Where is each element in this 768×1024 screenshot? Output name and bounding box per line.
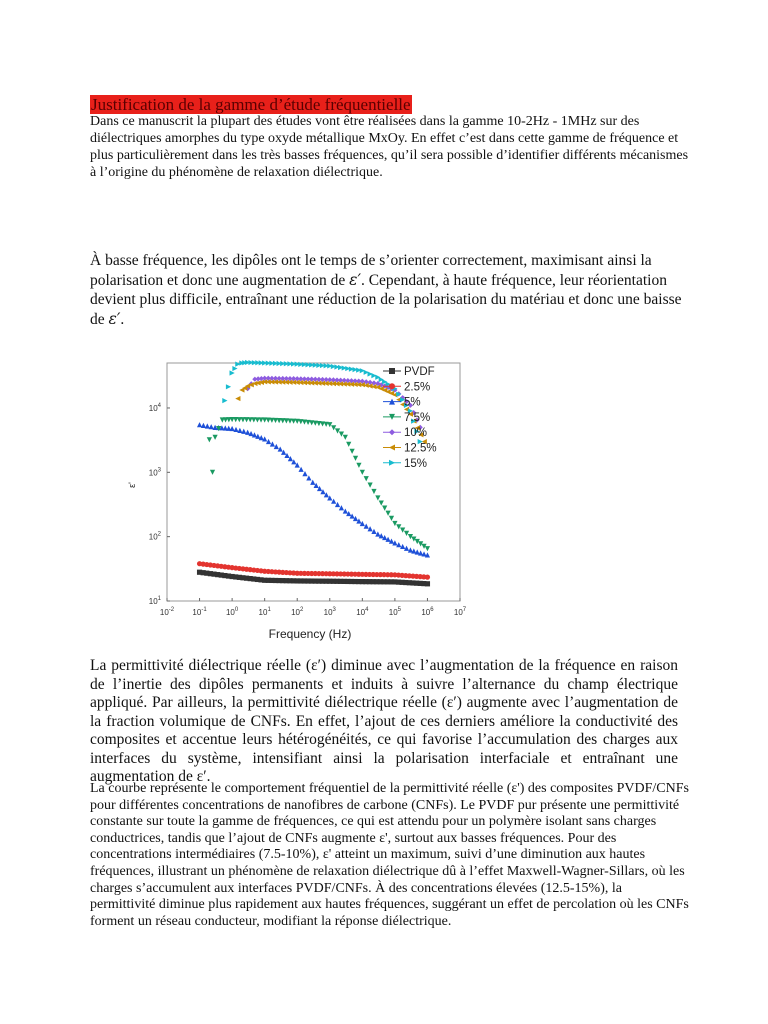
data-point	[400, 527, 405, 532]
legend-label: 7.5%	[404, 411, 431, 424]
data-point	[197, 422, 202, 427]
data-point	[371, 489, 376, 494]
data-point	[350, 449, 355, 454]
x-tick-label: $10^4$	[356, 607, 369, 617]
data-point	[205, 423, 210, 428]
data-point	[235, 396, 240, 401]
legend-marker	[389, 368, 395, 374]
data-point	[226, 384, 231, 389]
data-point	[335, 502, 340, 507]
data-point	[241, 429, 246, 434]
legend-label: 10%	[404, 427, 428, 440]
data-point	[364, 524, 369, 529]
x-tick-label: $10^7$	[453, 607, 467, 617]
data-point	[371, 529, 376, 534]
legend-marker	[389, 460, 395, 466]
intro-paragraph: Dans ce manuscrit la plupart des études vont être réalisées dans la gamme 10-2Hz - 1MHz sur des diélectriques amorphes du type oxyde métallique MxOy. En effet c’est dans cette gamme de fréquence et plus particulièrement dans les très basses fréquences, qu’il sera possible d’identifier différents mécanismes à l’origine du phénomène de relaxation diélectrique.	[90, 114, 689, 180]
y-tick-label: $10^1$	[148, 596, 161, 606]
data-point	[425, 581, 430, 586]
chart-series	[197, 360, 430, 587]
x-tick-label: $10^5$	[388, 607, 402, 617]
data-point	[385, 511, 390, 516]
x-tick-label: $10^2$	[291, 607, 304, 617]
legend-label: 15%	[404, 457, 428, 470]
legend-marker	[389, 383, 395, 389]
x-tick-label: $10^{-1}$	[192, 607, 207, 617]
data-point	[425, 546, 430, 551]
series-7.5%	[207, 417, 430, 551]
data-point	[356, 463, 361, 468]
data-point	[396, 524, 401, 529]
legend-label: 2.5%	[404, 381, 431, 394]
x-tick-label: $10^1$	[258, 607, 271, 617]
epsilon-symbol: ε′	[349, 270, 361, 289]
data-point	[425, 575, 430, 580]
data-point	[343, 435, 348, 440]
legend-label: 12.5%	[404, 442, 437, 455]
data-point	[237, 428, 242, 433]
data-point	[327, 422, 332, 427]
data-point	[233, 427, 238, 432]
x-tick-label: $10^{-2}$	[159, 607, 175, 617]
section-heading: Justification de la gamme d’étude fréquentielle	[91, 95, 411, 114]
y-axis-label: ε'	[127, 482, 137, 488]
curve-description-paragraph: La courbe représente le comportement fréquentiel de la permittivité réelle (ε') des composites PVDF/CNFs pour différentes concentrations de nanofibres de carbone (CNFs). Le PVDF pur présente une permittivité constante sur toute la gamme de fréquences, ce qui est attendu pour un polymère isolant sans charges conductrices, tandis que l’ajout de CNFs augmente ε', surtout aux basses fréquences. Pour des concentrations intermédiaires (7.5-10%), ε' atteint un maximum, suivi d’une diminution aux hautes fréquences, illustrant un phénomène de relaxation diélectrique dû à l’effet Maxwell-Wagner-Sillars, où les charges s’accumulent aux interfaces PVDF/CNFs. À des concentrations élevées (12.5-15%), la permittivité diminue plus rapidement aux hautes fréquences, suggérant un effet de percolation où les CNFs forment un réseau conducteur, modifiant la réponse diélectrique.	[90, 781, 689, 929]
y-tick-label: $10^4$	[148, 402, 161, 413]
data-point	[339, 505, 344, 510]
permittivity-chart	[125, 355, 470, 645]
legend-marker	[389, 429, 395, 435]
data-point	[353, 456, 358, 461]
data-point	[230, 370, 235, 375]
data-point	[245, 430, 250, 435]
series-12.5%	[235, 379, 427, 444]
y-tick-label: $10^2$	[148, 531, 161, 542]
data-point	[212, 435, 217, 440]
data-point	[360, 470, 365, 475]
data-point	[404, 531, 409, 536]
data-point	[232, 366, 237, 371]
data-point	[230, 426, 235, 431]
data-point	[375, 531, 380, 536]
legend-label: PVDF	[404, 366, 435, 378]
permittivity-paragraph: La permittivité diélectrique réelle (ε′) diminue avec l’augmentation de la fréquence en raison de l’inertie des dipôles permanents et induits à suivre l’alternance du champ électrique appliqué. Par ailleurs, la permittivité diélectrique réelle (ε′) augmente avec l’augmentation de la fraction volumique de CNFs. En effet, l’ajout de ces derniers améliore la conductivité des composites et accentue leurs hétérogénéités, ce qui favorise l’accumulation des charges aux interfaces du système, intensifiant ainsi la polarisation interfaciale et entraînant une augmentation de ε′.	[90, 657, 678, 785]
x-tick-label: $10^0$	[225, 607, 239, 617]
data-point	[364, 476, 369, 481]
data-point	[210, 470, 215, 475]
y-tick-label: $10^3$	[148, 467, 161, 478]
data-point	[339, 432, 344, 437]
data-point	[346, 442, 351, 447]
series-5%	[197, 422, 430, 557]
low-freq-text-3: .	[120, 310, 125, 328]
x-tick-label: $10^3$	[323, 607, 336, 617]
low-freq-text-2: . Cependant, à haute fréquence, leur réorientation devient plus difficile, entraînant une réduction de la polarisation du matériau et donc une baisse de	[90, 271, 682, 328]
data-point	[331, 425, 336, 430]
data-point	[209, 424, 214, 429]
low-frequency-paragraph	[90, 251, 685, 329]
data-point	[389, 516, 394, 521]
data-point	[331, 499, 336, 504]
legend-marker	[389, 445, 395, 451]
legend	[383, 366, 437, 470]
x-axis-label: Frequency (Hz)	[268, 627, 352, 641]
x-tick-label: $10^6$	[421, 607, 434, 617]
data-point	[201, 423, 206, 428]
data-point	[392, 521, 397, 526]
data-point	[343, 508, 348, 513]
data-point	[367, 483, 372, 488]
data-point	[382, 506, 387, 511]
low-freq-text-1: À basse fréquence, les dipôles ont le temps de s’orienter correctement, maximisant ainsi la polarisation et donc une augmentation de	[90, 252, 652, 289]
data-point	[335, 428, 340, 433]
epsilon-symbol: ε′	[108, 309, 121, 328]
data-point	[222, 398, 227, 403]
data-point	[367, 526, 372, 531]
data-point	[375, 495, 380, 500]
data-point	[379, 500, 384, 505]
data-point	[207, 437, 212, 442]
legend-label: 5%	[404, 396, 421, 409]
